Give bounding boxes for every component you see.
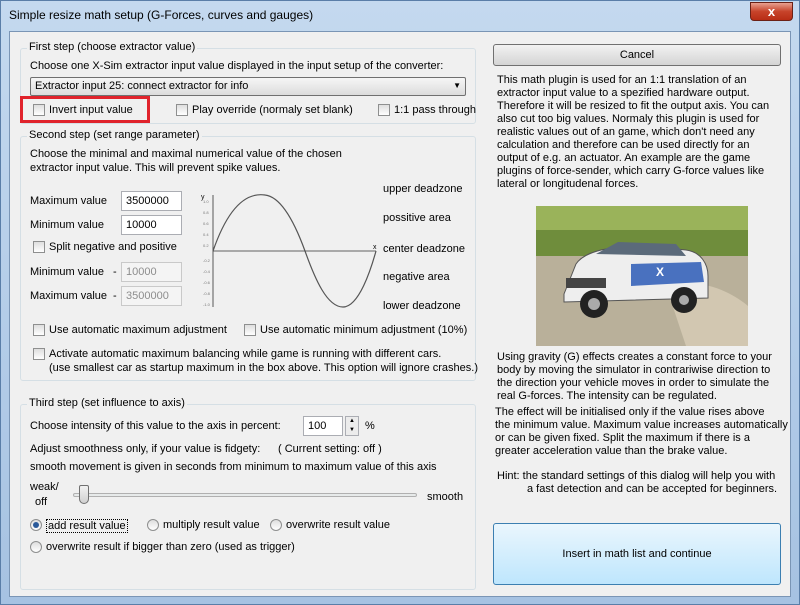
description-line: realistic values out of an game, which don't need any <box>497 126 755 138</box>
description-text <box>497 74 769 191</box>
description-line: lateral or longitudenal forces. <box>497 178 639 190</box>
gravity-text <box>497 351 772 403</box>
hint-text <box>497 470 777 496</box>
zone-positive-label: possitive area <box>383 212 451 224</box>
rally-car-photo <box>536 206 748 346</box>
effect-line: greater acceleration value than the brake value. <box>495 445 728 457</box>
svg-text:1.0: 1.0 <box>203 199 209 204</box>
extractor-dropdown[interactable] <box>30 77 466 96</box>
min-value-label: Minimum value <box>30 219 104 231</box>
step3-group <box>20 397 476 590</box>
auto-min-label: Use automatic minimum adjustment (10%) <box>260 324 468 336</box>
smooth-current-setting: ( Current setting: off ) <box>278 443 382 455</box>
svg-text:0.2: 0.2 <box>203 243 209 248</box>
weak-label: weak/ <box>30 481 59 493</box>
invert-label: Invert input value <box>49 104 133 116</box>
neg-min-label: Minimum value <box>30 266 104 278</box>
description-line: plugins of force-sender, which carry G-force values like <box>497 165 765 177</box>
intensity-unit: % <box>365 420 375 432</box>
step2-instruction-2: extractor input value. This will prevent spike values. <box>30 162 281 174</box>
radio-add[interactable] <box>30 519 42 531</box>
split-label: Split negative and positive <box>49 241 177 253</box>
chart-y-ticks <box>203 199 211 307</box>
gravity-line: body by moving the simulator in contrariwise direction to <box>497 364 771 376</box>
hint-line-1: Hint: the standard settings of this dialog will help you with <box>497 470 776 482</box>
chart-x-label: x <box>373 244 377 251</box>
description-line: extractor input value to a spezified hardware output. <box>497 87 750 99</box>
chart-y-label: y <box>201 194 205 201</box>
hint-line-2: a fast detection and can be accepted for beginners. <box>527 483 778 495</box>
radio-overwrite-bigger-label: overwrite result if bigger than zero (used as trigger) <box>46 541 295 553</box>
svg-text:0.4: 0.4 <box>203 232 209 237</box>
svg-text:0.8: 0.8 <box>203 210 209 215</box>
smooth-label: smooth <box>427 491 464 503</box>
gravity-line: real G-forces. The intensity can be regulated. <box>497 390 717 402</box>
extractor-dropdown-value: Extractor input 25: connect extractor for info <box>35 80 249 92</box>
insert-continue-button[interactable]: Insert in math list and continue <box>493 523 781 585</box>
svg-text:-0.4: -0.4 <box>203 269 210 274</box>
spin-up-icon[interactable]: ▲ <box>349 418 355 424</box>
radio-overwrite-label: overwrite result value <box>286 519 390 531</box>
neg-min-dash: - <box>113 266 117 278</box>
balancing-checkbox[interactable] <box>33 348 45 360</box>
description-line: output of e.g. an actuator. An example are the game <box>497 152 751 164</box>
play-override-label: Play override (normaly set blank) <box>192 104 353 116</box>
gravity-line: Using gravity (G) effects creates a constant force to your <box>497 351 772 363</box>
neg-min-input[interactable] <box>121 262 182 282</box>
pass-through-checkbox[interactable] <box>378 104 390 116</box>
intensity-spinner[interactable] <box>345 416 359 436</box>
step3-title: Third step (set influence to axis) <box>29 397 185 409</box>
zone-lower-label: lower deadzone <box>383 300 461 312</box>
step2-instruction-1: Choose the minimal and maximal numerical value of the chosen <box>30 148 342 160</box>
play-override-checkbox[interactable] <box>176 104 188 116</box>
balancing-label-2: (use smallest car as startup maximum in the box above. This option will ignore crashes.) <box>49 362 478 374</box>
svg-text:-0.8: -0.8 <box>203 291 210 296</box>
title-bar[interactable] <box>1 1 799 31</box>
effect-text <box>495 406 788 458</box>
intensity-input[interactable] <box>303 416 343 436</box>
split-checkbox[interactable] <box>33 241 45 253</box>
description-line: Therefore it will be resized to fit the output axis. You can <box>497 100 770 112</box>
smooth-instruction-1: Adjust smoothness only, if your value is fidgety: <box>30 443 261 455</box>
dialog-client <box>9 31 791 597</box>
radio-add-label: add result value <box>48 520 126 532</box>
step1-title: First step (choose extractor value) <box>29 41 196 53</box>
smooth-slider-track[interactable] <box>73 493 417 497</box>
gravity-line: the direction your vehicle moves in order to simulate the <box>497 377 770 389</box>
svg-text:-0.6: -0.6 <box>203 280 210 285</box>
description-line: calculation and therefore can be used directly for an <box>497 139 750 151</box>
effect-line: the minimum value. Maximum value increases automatically <box>495 419 788 431</box>
zone-upper-label: upper deadzone <box>383 183 463 195</box>
svg-text:X: X <box>656 265 665 279</box>
description-line: also cut too big values. Normaly this plugin is used for <box>497 113 760 125</box>
zone-center-label: center deadzone <box>383 243 465 255</box>
step1-instruction: Choose one X-Sim extractor input value displayed in the input setup of the converter: <box>30 60 444 72</box>
close-button[interactable]: x <box>750 2 793 21</box>
svg-text:-0.2: -0.2 <box>203 258 210 263</box>
chevron-down-icon: ▼ <box>453 81 461 90</box>
curve-chart <box>201 189 381 309</box>
window-title: Simple resize math setup (G-Forces, curves and gauges) <box>9 8 314 22</box>
radio-overwrite[interactable] <box>270 519 282 531</box>
off-label: off <box>35 496 48 508</box>
step2-group <box>20 129 478 381</box>
radio-multiply[interactable] <box>147 519 159 531</box>
auto-max-checkbox[interactable] <box>33 324 45 336</box>
svg-text:-1.0: -1.0 <box>203 302 210 307</box>
description-line: This math plugin is used for an 1:1 translation of an <box>497 74 747 86</box>
pass-through-label: 1:1 pass through <box>394 104 476 116</box>
max-value-input[interactable] <box>121 191 182 211</box>
effect-line: or can be given fixed. Split the maximum if there is a <box>495 432 750 444</box>
smooth-instruction-2: smooth movement is given in seconds from minimum to maximum value of this axis <box>30 461 437 473</box>
min-value-input[interactable] <box>121 215 182 235</box>
zone-negative-label: negative area <box>383 271 450 283</box>
balancing-label-1: Activate automatic maximum balancing while game is running with different cars. <box>49 348 442 360</box>
auto-max-label: Use automatic maximum adjustment <box>49 324 227 336</box>
radio-multiply-label: multiply result value <box>163 519 260 531</box>
max-value-label: Maximum value <box>30 195 108 207</box>
auto-min-checkbox[interactable] <box>244 324 256 336</box>
step2-title: Second step (set range parameter) <box>29 129 200 141</box>
cancel-button[interactable]: Cancel <box>493 44 781 66</box>
intensity-label: Choose intensity of this value to the axis in percent: <box>30 420 281 432</box>
neg-max-input[interactable] <box>121 286 182 306</box>
radio-overwrite-bigger[interactable] <box>30 541 42 553</box>
neg-max-label: Maximum value <box>30 290 108 302</box>
neg-max-dash: - <box>113 290 117 302</box>
spin-down-icon[interactable]: ▼ <box>349 427 355 433</box>
smooth-slider-thumb[interactable] <box>79 485 89 504</box>
svg-text:0.6: 0.6 <box>203 221 209 226</box>
invert-highlight-box <box>20 96 150 123</box>
effect-line: The effect will be initialised only if the value rises above <box>495 406 765 418</box>
